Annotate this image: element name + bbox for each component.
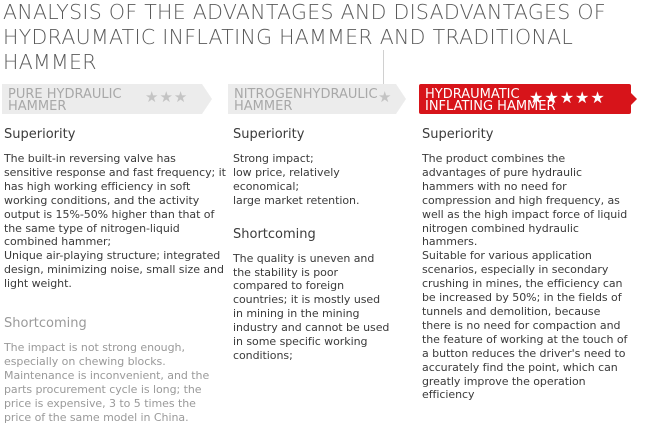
shortcoming-text: The impact is not strong enough, especially on chewing blocks. Maintenance is inconvenient, and the parts procurement cycle is long; the price is expensive, 3 to 5 times the price of the same model in China. bbox=[4, 341, 210, 424]
tab-pure-hydraulic-hammer bbox=[2, 84, 202, 114]
star-rating-icon: ★ bbox=[378, 88, 393, 106]
title-line-1: ANALYSIS OF THE ADVANTAGES AND DISADVANTAGES OF bbox=[3, 0, 606, 24]
page-title bbox=[3, 0, 643, 75]
superiority-heading: Superiority bbox=[4, 127, 76, 142]
column-hydraumatic-inflating bbox=[422, 127, 632, 402]
column-pure-hydraulic bbox=[4, 127, 226, 425]
tab-nitrogen-hydraulic-hammer bbox=[228, 84, 396, 114]
superiority-section bbox=[422, 127, 632, 402]
superiority-text: The product combines the advantages of pure hydraulic hammers with no need for compression and high frequency, as well as the high impact force of liquid nitrogen combined hydraulic hammers. Suitable for various application scenarios, especially in secondary crushing in mines, the efficiency can be increased by 50%; in the fields of tunnels and demolition, because there is no need for compaction and the feature of working at the touch of a button reduces the driver's need to accurately find the point, which can greatly improve the operation efficiency bbox=[422, 152, 628, 402]
column-nitrogen-hydraulic bbox=[233, 127, 393, 363]
shortcoming-heading: Shortcoming bbox=[233, 226, 316, 242]
tab-label: NITROGENHYDRAULIC HAMMER bbox=[234, 87, 378, 114]
superiority-text: Strong impact; low price, relatively economical; large market retention. bbox=[233, 152, 360, 207]
title-connector-line bbox=[383, 50, 384, 86]
tab-label: PURE HYDRAULIC HAMMER bbox=[8, 87, 122, 114]
star-rating-icon: ★★★★★ bbox=[529, 88, 606, 107]
tab-label: HYDRAUMATIC INFLATING HAMMER bbox=[425, 87, 556, 114]
shortcoming-section bbox=[233, 227, 393, 363]
title-line-2: HYDRAUMATIC INFLATING HAMMER AND TRADITIONAL HAMMER bbox=[3, 25, 574, 74]
shortcoming-section bbox=[4, 316, 226, 424]
shortcoming-heading: Shortcoming bbox=[4, 316, 87, 332]
star-rating-icon: ★★★ bbox=[145, 88, 189, 106]
superiority-text: The built-in reversing valve has sensitive response and fast frequency; it has high working efficiency in soft working conditions, and the activity output is 15%-50% higher than that of the same type of nitrogen-liquid combined hammer; Unique air-playing structure; integrated design, minimizing noise, small size and light weight. bbox=[4, 152, 226, 291]
tab-hydraumatic-inflating-hammer bbox=[419, 84, 631, 114]
superiority-heading: Superiority bbox=[233, 127, 305, 142]
superiority-section bbox=[4, 127, 226, 291]
superiority-heading: Superiority bbox=[422, 127, 494, 142]
shortcoming-text: The quality is uneven and the stability is poor compared to foreign countries; it is mostly used in mining in the mining industry and cannot be used in some specific working conditions; bbox=[233, 251, 390, 362]
superiority-section bbox=[233, 127, 393, 208]
